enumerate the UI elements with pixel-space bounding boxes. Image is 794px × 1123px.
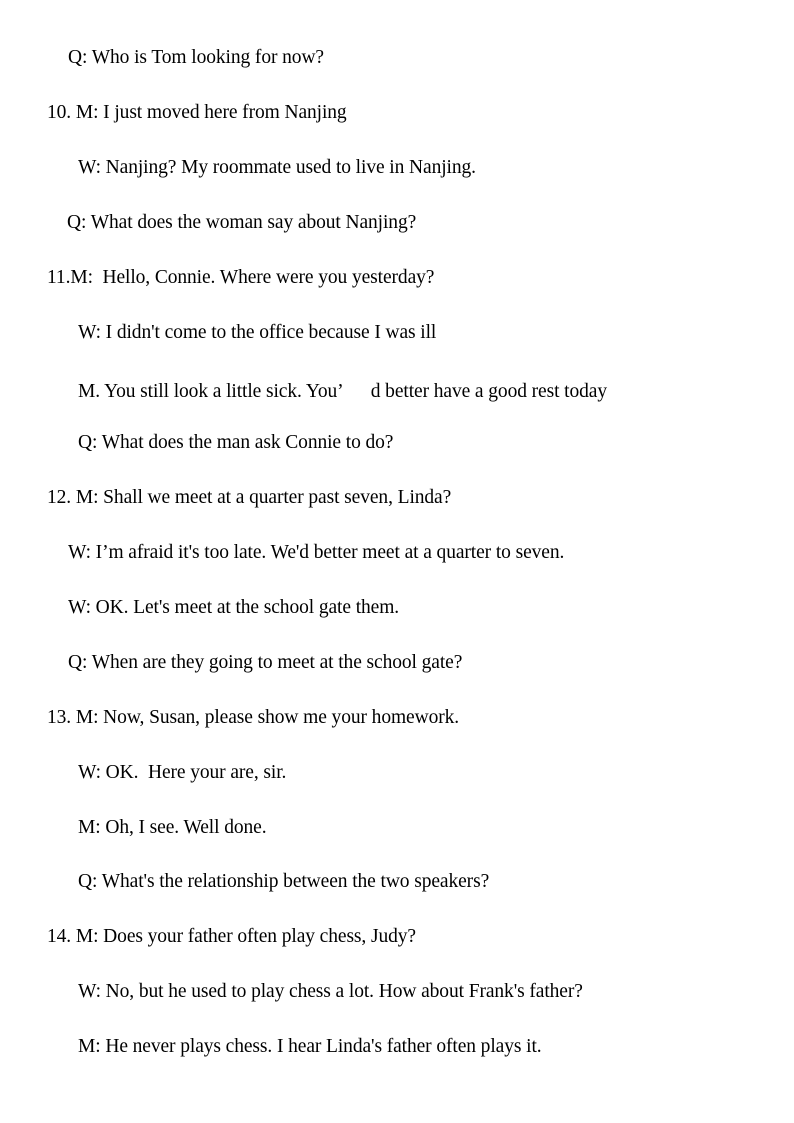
dialogue-line: Q: What's the relationship between the two speakers? [78, 871, 490, 892]
dialogue-line: 12. M: Shall we meet at a quarter past seven, Linda? [47, 487, 452, 508]
dialogue-line: 10. M: I just moved here from Nanjing [47, 102, 347, 123]
dialogue-line: M: He never plays chess. I hear Linda's father often plays it. [78, 1036, 542, 1057]
dialogue-line: 13. M: Now, Susan, please show me your homework. [47, 707, 460, 728]
dialogue-line: 14. M: Does your father often play chess, Judy? [47, 926, 416, 947]
dialogue-line: W: OK. Here your are, sir. [78, 762, 287, 783]
dialogue-line: Q: Who is Tom looking for now? [68, 47, 324, 68]
dialogue-line: M. You still look a little sick. You’ d better have a good rest today [78, 381, 607, 402]
dialogue-line: W: OK. Let's meet at the school gate them. [68, 597, 400, 618]
dialogue-line: W: Nanjing? My roommate used to live in Nanjing. [78, 157, 476, 178]
dialogue-line: W: I’m afraid it's too late. We'd better meet at a quarter to seven. [68, 542, 565, 563]
dialogue-line: W: I didn't come to the office because I was ill [78, 322, 437, 343]
dialogue-line: Q: When are they going to meet at the school gate? [68, 652, 463, 673]
dialogue-line: M: Oh, I see. Well done. [78, 817, 267, 838]
dialogue-line: W: No, but he used to play chess a lot. How about Frank's father? [78, 981, 583, 1002]
dialogue-line: Q: What does the man ask Connie to do? [78, 432, 394, 453]
dialogue-line: 11.M: Hello, Connie. Where were you yesterday? [47, 267, 435, 288]
dialogue-line: Q: What does the woman say about Nanjing? [67, 212, 417, 233]
